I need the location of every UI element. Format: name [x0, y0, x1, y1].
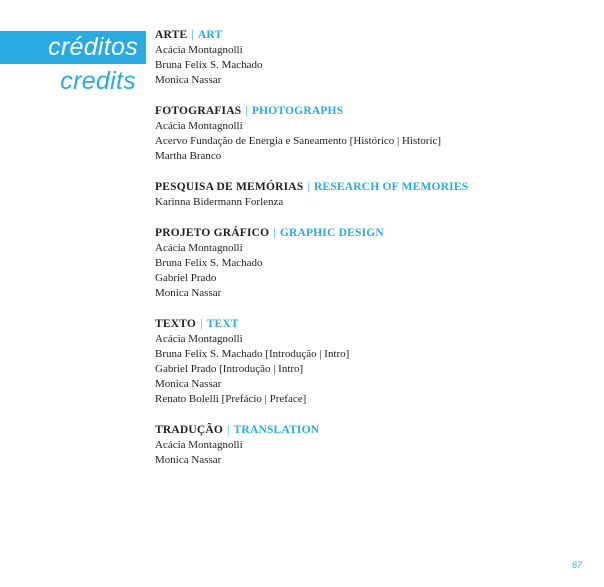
- heading-separator: |: [307, 181, 310, 193]
- section-heading-en: PHOTOGRAPHS: [251, 105, 344, 117]
- credits-section-text: [155, 317, 595, 407]
- credit-entry: Renato Bolelli [Prefácio | Preface]: [155, 393, 307, 405]
- section-heading: [155, 180, 595, 195]
- credit-entry: Gabriel Prado: [155, 272, 217, 284]
- credits-section-photographs: [155, 104, 595, 164]
- credit-entry: Monica Nassar: [155, 454, 222, 466]
- credit-entry: Gabriel Prado [Introdução | Intro]: [155, 363, 304, 375]
- credit-entry: Bruna Felix S. Machado: [155, 257, 263, 269]
- section-heading: [155, 28, 595, 43]
- section-heading-en: GRAPHIC DESIGN: [279, 227, 384, 239]
- section-heading-en: RESEARCH OF MEMORIES: [313, 181, 469, 193]
- page-title: créditos: [48, 33, 138, 61]
- section-heading: [155, 423, 595, 438]
- heading-separator: |: [191, 29, 194, 41]
- section-heading: [155, 104, 595, 119]
- heading-separator: |: [245, 105, 248, 117]
- title-banner: [0, 31, 146, 64]
- page-number: 67: [571, 560, 582, 570]
- credits-section-art: [155, 28, 595, 88]
- credit-entry: Monica Nassar: [155, 378, 222, 390]
- credits-section-research: [155, 180, 595, 210]
- section-heading-en: ART: [197, 29, 223, 41]
- section-heading-pt: PROJETO GRÁFICO: [155, 227, 270, 239]
- credit-entry: Martha Branco: [155, 150, 222, 162]
- section-heading: [155, 317, 595, 332]
- section-heading-pt: TEXTO: [155, 318, 197, 330]
- page-subtitle: credits: [60, 67, 136, 95]
- credit-entry: Bruna Felix S. Machado [Introdução | Intro]: [155, 348, 350, 360]
- section-heading-pt: FOTOGRAFIAS: [155, 105, 242, 117]
- heading-separator: |: [200, 318, 203, 330]
- credits-list: [155, 28, 595, 484]
- credit-entry: Karinna Bidermann Forlenza: [155, 196, 284, 208]
- credit-entry: Acácia Montagnolli: [155, 333, 243, 345]
- section-heading: [155, 226, 595, 241]
- section-heading-pt: ARTE: [155, 29, 188, 41]
- section-heading-pt: PESQUISA DE MEMÓRIAS: [155, 181, 304, 193]
- section-heading-en: TRANSLATION: [233, 424, 320, 436]
- credit-entry: Bruna Felix S. Machado: [155, 59, 263, 71]
- heading-separator: |: [227, 424, 230, 436]
- credits-section-translation: [155, 423, 595, 468]
- credit-entry: Monica Nassar: [155, 74, 222, 86]
- credits-section-graphic-design: [155, 226, 595, 301]
- section-heading-en: TEXT: [206, 318, 239, 330]
- credit-entry: Acácia Montagnolli: [155, 439, 243, 451]
- credit-entry: Acervo Fundação de Energia e Saneamento [Histórico | Historic]: [155, 135, 442, 147]
- credit-entry: Monica Nassar: [155, 287, 222, 299]
- credit-entry: Acácia Montagnolli: [155, 120, 243, 132]
- section-heading-pt: TRADUÇÃO: [155, 424, 224, 436]
- credit-entry: Acácia Montagnolli: [155, 242, 243, 254]
- heading-separator: |: [273, 227, 276, 239]
- credit-entry: Acácia Montagnolli: [155, 44, 243, 56]
